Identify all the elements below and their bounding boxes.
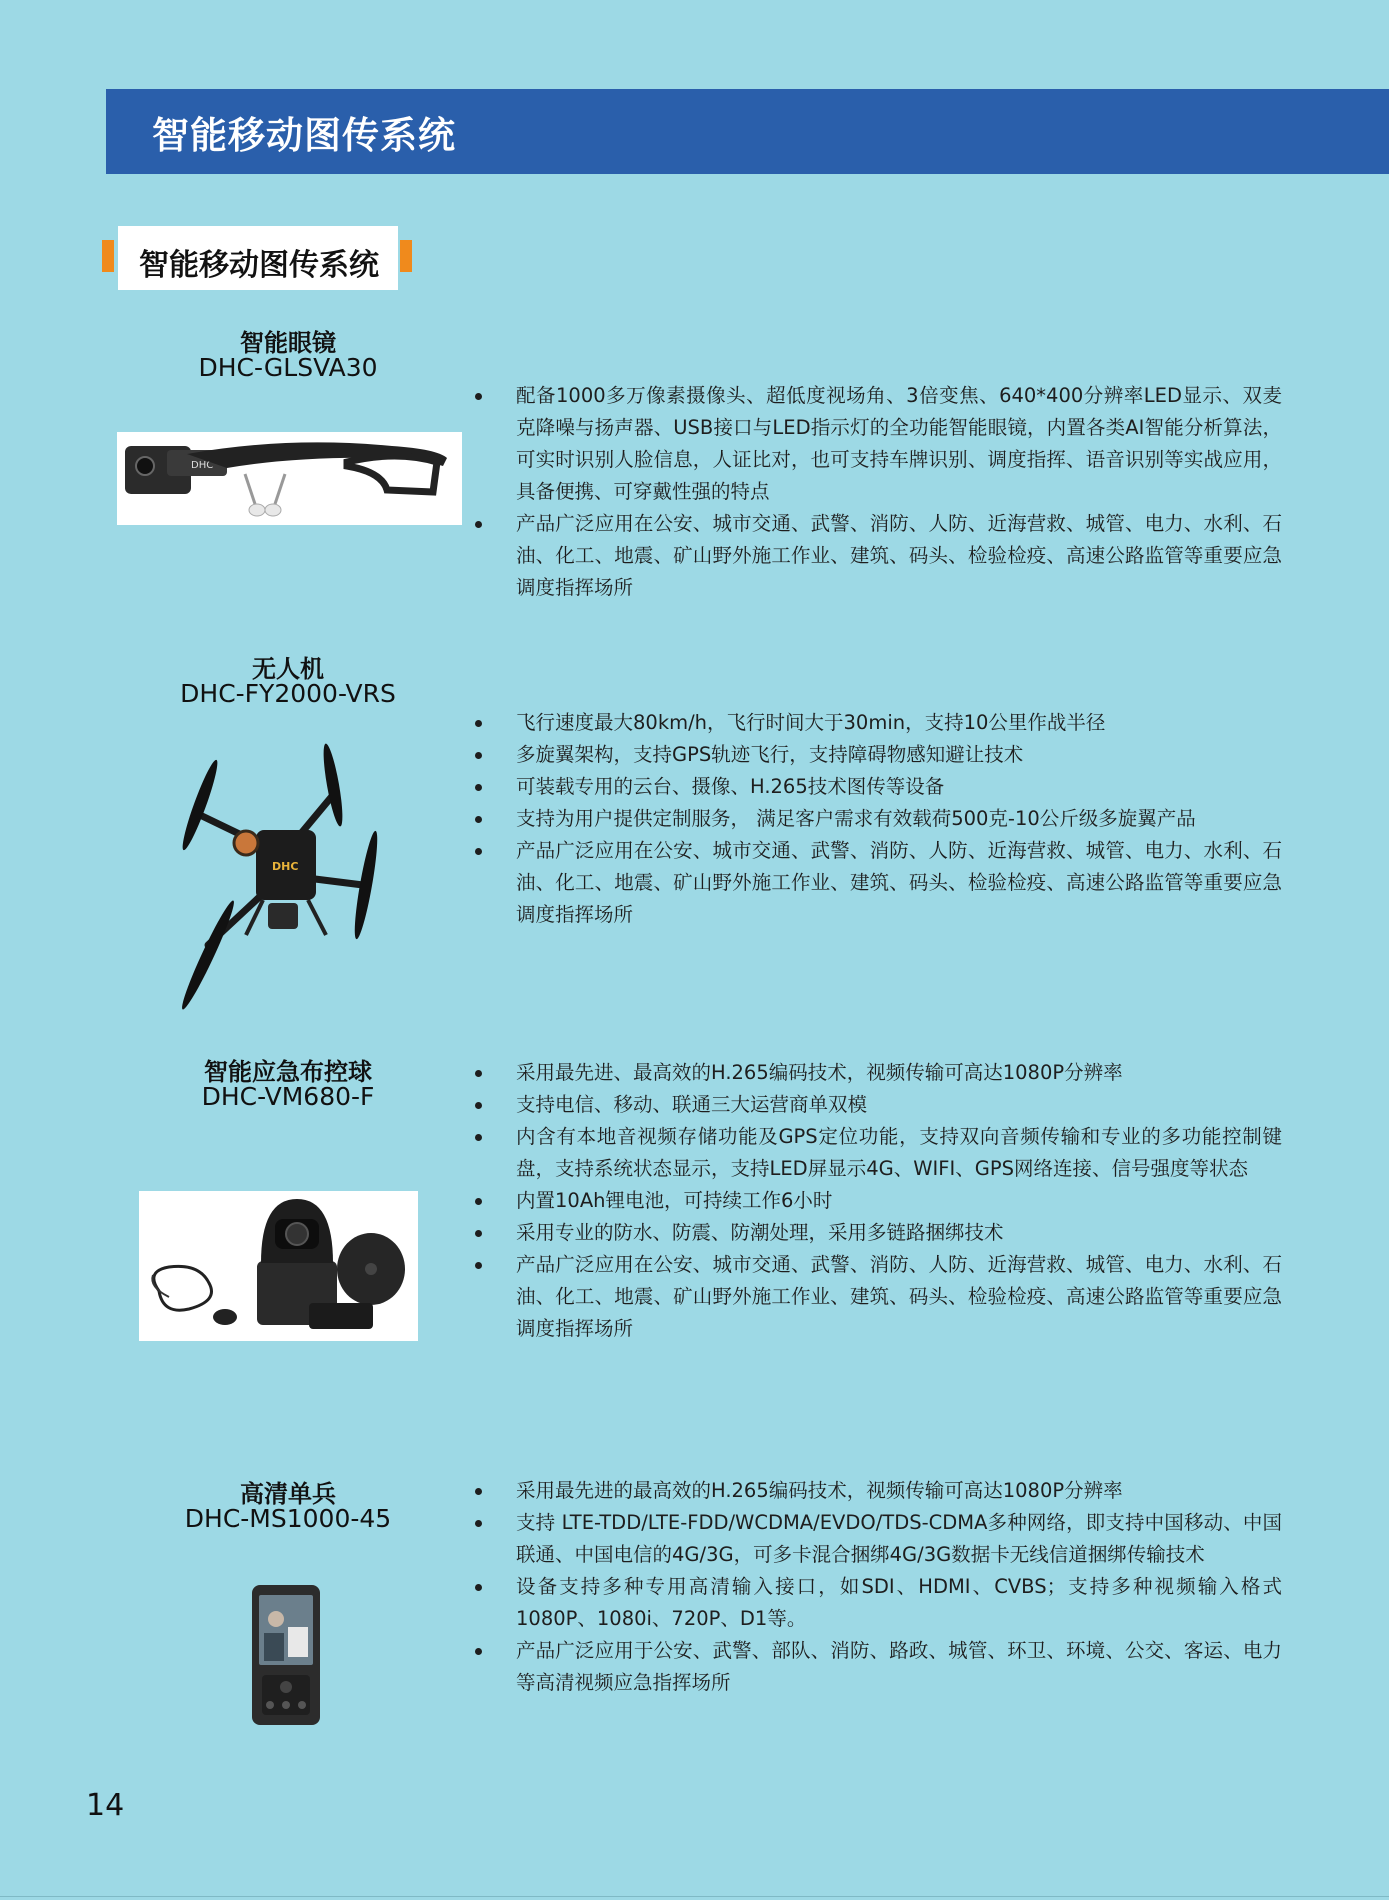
hd-soldier-device-illustration [250,1583,322,1727]
feature-item: 产品广泛应用于公安、武警、部队、消防、路政、城管、环卫、环境、公交、客运、电力等高清视频应急指挥场所 [470,1635,1282,1699]
feature-item: 采用最先进的最高效的H.265编码技术，视频传输可高达1080P分辨率 [470,1475,1282,1507]
product-image-glasses [117,432,462,525]
feature-item: 内置10Ah锂电池，可持续工作6小时 [470,1185,1282,1217]
product-name-drone: 无人机 [252,655,324,683]
product-features-glasses [470,380,1282,604]
smart-glasses-illustration [117,432,462,525]
product-model-drone: DHC-FY2000-VRS [180,679,396,708]
section-accent-left [102,240,114,272]
feature-item: 支持电信、移动、联通三大运营商单双模 [470,1089,1282,1121]
drone-illustration [168,735,398,1020]
product-name-hd-soldier: 高清单兵 [240,1480,336,1508]
section-title-box [118,226,398,290]
feature-item: 采用最先进、最高效的H.265编码技术，视频传输可高达1080P分辨率 [470,1057,1282,1089]
product-features-control-ball [470,1057,1282,1345]
feature-item: 支持 LTE-TDD/LTE-FDD/WCDMA/EVDO/TDS-CDMA多种网络，即支持中国移动、中国联通、中国电信的4G/3G，可多卡混合捆绑4G/3G数据卡无线信道捆绑传输技术 [470,1507,1282,1571]
bottom-divider [0,1896,1389,1897]
feature-item: 可装载专用的云台、摄像、H.265技术图传等设备 [470,771,1282,803]
feature-item: 产品广泛应用在公安、城市交通、武警、消防、人防、近海营救、城管、电力、水利、石油、化工、地震、矿山野外施工作业、建筑、码头、检验检疫、高速公路监管等重要应急调度指挥场所 [470,835,1282,931]
control-ball-illustration [139,1191,418,1341]
product-image-hd-soldier [250,1583,322,1727]
feature-item: 多旋翼架构，支持GPS轨迹飞行，支持障碍物感知避让技术 [470,739,1282,771]
feature-item: 设备支持多种专用高清输入接口，如SDI、HDMI、CVBS；支持多种视频输入格式1080P、1080i、720P、D1等。 [470,1571,1282,1635]
product-features-hd-soldier [470,1475,1282,1699]
section-accent-right [400,240,412,272]
page-number: 14 [86,1788,125,1823]
glasses-logo: DHC [191,460,214,471]
feature-item: 产品广泛应用在公安、城市交通、武警、消防、人防、近海营救、城管、电力、水利、石油、化工、地震、矿山野外施工作业、建筑、码头、检验检疫、高速公路监管等重要应急调度指挥场所 [470,508,1282,604]
product-name-control-ball: 智能应急布控球 [204,1058,372,1086]
feature-item: 产品广泛应用在公安、城市交通、武警、消防、人防、近海营救、城管、电力、水利、石油、化工、地震、矿山野外施工作业、建筑、码头、检验检疫、高速公路监管等重要应急调度指挥场所 [470,1249,1282,1345]
feature-item: 支持为用户提供定制服务， 满足客户需求有效载荷500克-10公斤级多旋翼产品 [470,803,1282,835]
product-model-hd-soldier: DHC-MS1000-45 [184,1504,392,1533]
feature-item: 采用专业的防水、防震、防潮处理，采用多链路捆绑技术 [470,1217,1282,1249]
header-banner [106,89,1389,174]
product-name-glasses: 智能眼镜 [240,329,336,357]
header-title: 智能移动图传系统 [152,114,456,157]
feature-item: 配备1000多万像素摄像头、超低度视场角、3倍变焦、640*400分辨率LED显示、双麦克降噪与扬声器、USB接口与LED指示灯的全功能智能眼镜，内置各类AI智能分析算法，可实时识别人脸信息，人证比对，也可支持车牌识别、调度指挥、语音识别等实战应用，具备便携、可穿戴性强的特点 [470,380,1282,508]
feature-item: 内含有本地音视频存储功能及GPS定位功能，支持双向音频传输和专业的多功能控制键盘，支持系统状态显示，支持LED屏显示4G、WIFI、GPS网络连接、信号强度等状态 [470,1121,1282,1185]
section-title: 智能移动图传系统 [139,248,379,283]
drone-logo: DHC [272,860,299,873]
feature-item: 飞行速度最大80km/h，飞行时间大于30min，支持10公里作战半径 [470,707,1282,739]
product-image-drone [168,735,398,1020]
product-features-drone [470,707,1282,931]
product-model-control-ball: DHC-VM680-F [201,1082,375,1111]
product-model-glasses: DHC-GLSVA30 [198,353,378,382]
product-image-control-ball [139,1191,418,1341]
